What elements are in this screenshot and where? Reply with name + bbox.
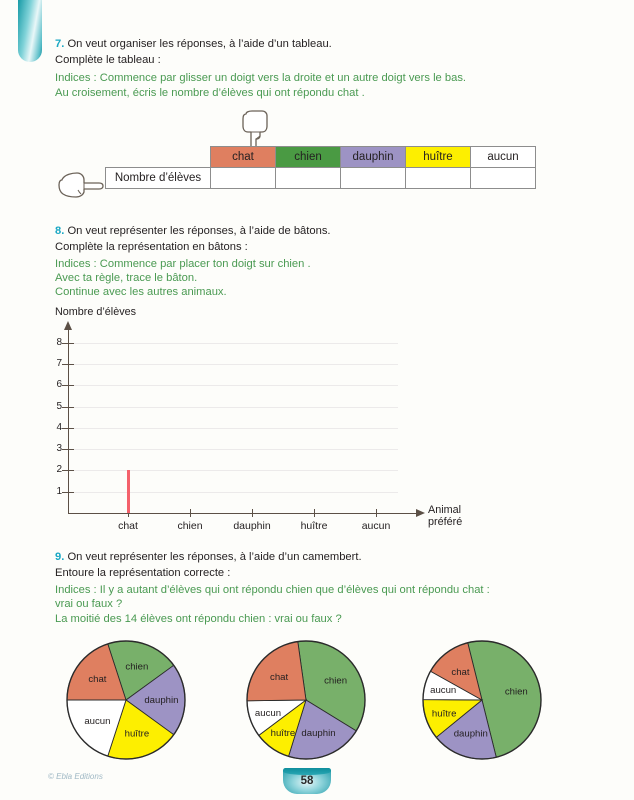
exercise8-prompt: On veut représenter les réponses, à l’aide de bâtons. <box>67 225 331 237</box>
exercise8-instruction: Complète la représentation en bâtons : <box>55 241 248 253</box>
exercise8-number: 8. <box>55 225 65 237</box>
page-number-badge <box>283 768 331 794</box>
table-header-dauphin: dauphin <box>341 147 406 168</box>
table-header-chien: chien <box>276 147 341 168</box>
pie-chart-option-2[interactable] <box>242 636 370 764</box>
exercise7-hint-1: Indices : Commence par glisser un doigt vers la droite et un autre doigt vers le bas. <box>55 72 467 84</box>
bar-chart <box>56 328 463 532</box>
table-row <box>106 168 536 189</box>
table-row-label: Nombre d’élèves <box>106 168 211 189</box>
hand-pointing-down-icon <box>236 110 270 150</box>
exercise9-number: 9. <box>55 551 65 563</box>
y-axis-tick <box>62 385 74 386</box>
camembert-1 <box>62 636 190 764</box>
table-header-row <box>106 147 536 168</box>
x-axis-tick-label: chat <box>118 520 138 532</box>
exercise9-hint-1: Indices : Il y a autant d’élèves qui ont répondu chien que d’élèves qui ont répondu chat : <box>55 584 490 596</box>
y-axis-tick <box>62 470 74 471</box>
pie-slice-label-chien: chien <box>324 675 348 687</box>
exercise7-number: 7. <box>55 38 65 50</box>
y-axis-tick-label: 5 <box>56 400 62 412</box>
table-cell-chien[interactable] <box>276 168 341 189</box>
y-axis-tick-label: 2 <box>56 464 62 476</box>
table-header-chat: chat <box>211 147 276 168</box>
bar-chart-y-axis-title: Nombre d’élèves <box>55 306 137 318</box>
x-axis-tick-label: dauphin <box>233 520 271 532</box>
decorative-corner-tab <box>18 0 42 62</box>
pie-slice-label-aucun: aucun <box>254 707 282 719</box>
y-axis-tick <box>62 364 74 365</box>
x-axis-tick <box>252 509 253 517</box>
pie-chart-option-1[interactable] <box>62 636 190 764</box>
gridline <box>68 364 398 365</box>
responses-table <box>105 146 536 189</box>
gridline <box>68 449 398 450</box>
gridline <box>68 343 398 344</box>
exercise8-heading <box>55 225 331 237</box>
y-axis-tick-label: 4 <box>56 421 62 433</box>
bar-chat <box>127 470 130 513</box>
y-axis-tick-label: 6 <box>56 379 62 391</box>
x-axis-tick-label: chien <box>177 520 203 532</box>
pie-slice-label-chat: chat <box>270 672 289 683</box>
y-axis-tick-label: 1 <box>56 485 62 497</box>
gridline <box>68 470 398 471</box>
exercise9-prompt: On veut représenter les réponses, à l’aide d’un camembert. <box>67 551 362 563</box>
pie-slice-label-chien: chien <box>125 661 149 673</box>
copyright-credit: © Ebla Editions <box>48 772 103 781</box>
bar-chart-y-axis <box>68 328 69 513</box>
x-axis-tick <box>314 509 315 517</box>
exercise9-instruction: Entoure la représentation correcte : <box>55 567 231 579</box>
pie-chart-option-3[interactable] <box>418 636 546 764</box>
exercise7-hint-2: Au croisement, écris le nombre d’élèves qui ont répondu chat . <box>55 87 365 99</box>
x-axis-arrow-icon <box>416 509 425 517</box>
gridline <box>68 407 398 408</box>
camembert-3 <box>418 636 546 764</box>
pie-slice-label-aucun: aucun <box>84 715 111 727</box>
hand-pointing-right-icon <box>58 170 104 200</box>
gridline <box>68 428 398 429</box>
table-cell-dauphin[interactable] <box>341 168 406 189</box>
page-number-text: 58 <box>300 775 314 787</box>
pie-slice-label-chien: chien <box>504 686 528 698</box>
pie-slice-label-dauphin: dauphin <box>453 728 488 740</box>
x-axis-tick <box>376 509 377 517</box>
table-cell-aucun[interactable] <box>471 168 536 189</box>
exercise7-instruction: Complète le tableau : <box>55 54 161 66</box>
pie-slice-label-dauphin: dauphin <box>301 728 336 740</box>
y-axis-tick <box>62 492 74 493</box>
pie-slice-label-chat: chat <box>451 666 470 678</box>
gridline <box>68 385 398 386</box>
table-cell-chat[interactable] <box>211 168 276 189</box>
pie-slice-label-huître: huître <box>431 708 457 720</box>
exercise9-hint-3: La moitié des 14 élèves ont répondu chien : vrai ou faux ? <box>55 613 342 625</box>
y-axis-tick-label: 3 <box>56 443 62 455</box>
pie-slice-label-huître: huître <box>270 727 296 739</box>
x-axis-tick <box>190 509 191 517</box>
exercise7-prompt: On veut organiser les réponses, à l’aide d’un tableau. <box>67 38 332 50</box>
exercise7-heading <box>55 38 332 50</box>
pie-slice-label-huître: huître <box>124 728 150 740</box>
y-axis-tick-label: 8 <box>56 336 62 348</box>
bar-chart-x-axis-title: Animal préféré <box>428 504 463 528</box>
pie-slice-label-dauphin: dauphin <box>144 695 179 706</box>
table-header-aucun: aucun <box>471 147 536 168</box>
y-axis-tick-label: 7 <box>56 357 62 369</box>
y-axis-tick <box>62 428 74 429</box>
y-axis-arrow-icon <box>64 321 72 330</box>
y-axis-tick <box>62 407 74 408</box>
pie-slice-label-chat: chat <box>88 674 107 686</box>
exercise8-hint-2: Avec ta règle, trace le bâton. <box>55 272 198 284</box>
camembert-2 <box>242 636 370 764</box>
table-corner-empty <box>106 147 211 168</box>
table-cell-huitre[interactable] <box>406 168 471 189</box>
y-axis-tick <box>62 449 74 450</box>
gridline <box>68 492 398 493</box>
pie-slice-label-aucun: aucun <box>430 684 457 696</box>
table-header-huitre: huître <box>406 147 471 168</box>
exercise8-hint-1: Indices : Commence par placer ton doigt sur chien . <box>55 258 311 270</box>
bar-chart-x-axis <box>68 513 418 514</box>
exercise9-heading <box>55 551 362 563</box>
x-axis-tick-label: aucun <box>361 520 391 532</box>
exercise9-hint-2: vrai ou faux ? <box>55 598 123 610</box>
y-axis-tick <box>62 343 74 344</box>
x-axis-tick-label: huître <box>300 520 328 532</box>
exercise8-hint-3: Continue avec les autres animaux. <box>55 286 227 298</box>
